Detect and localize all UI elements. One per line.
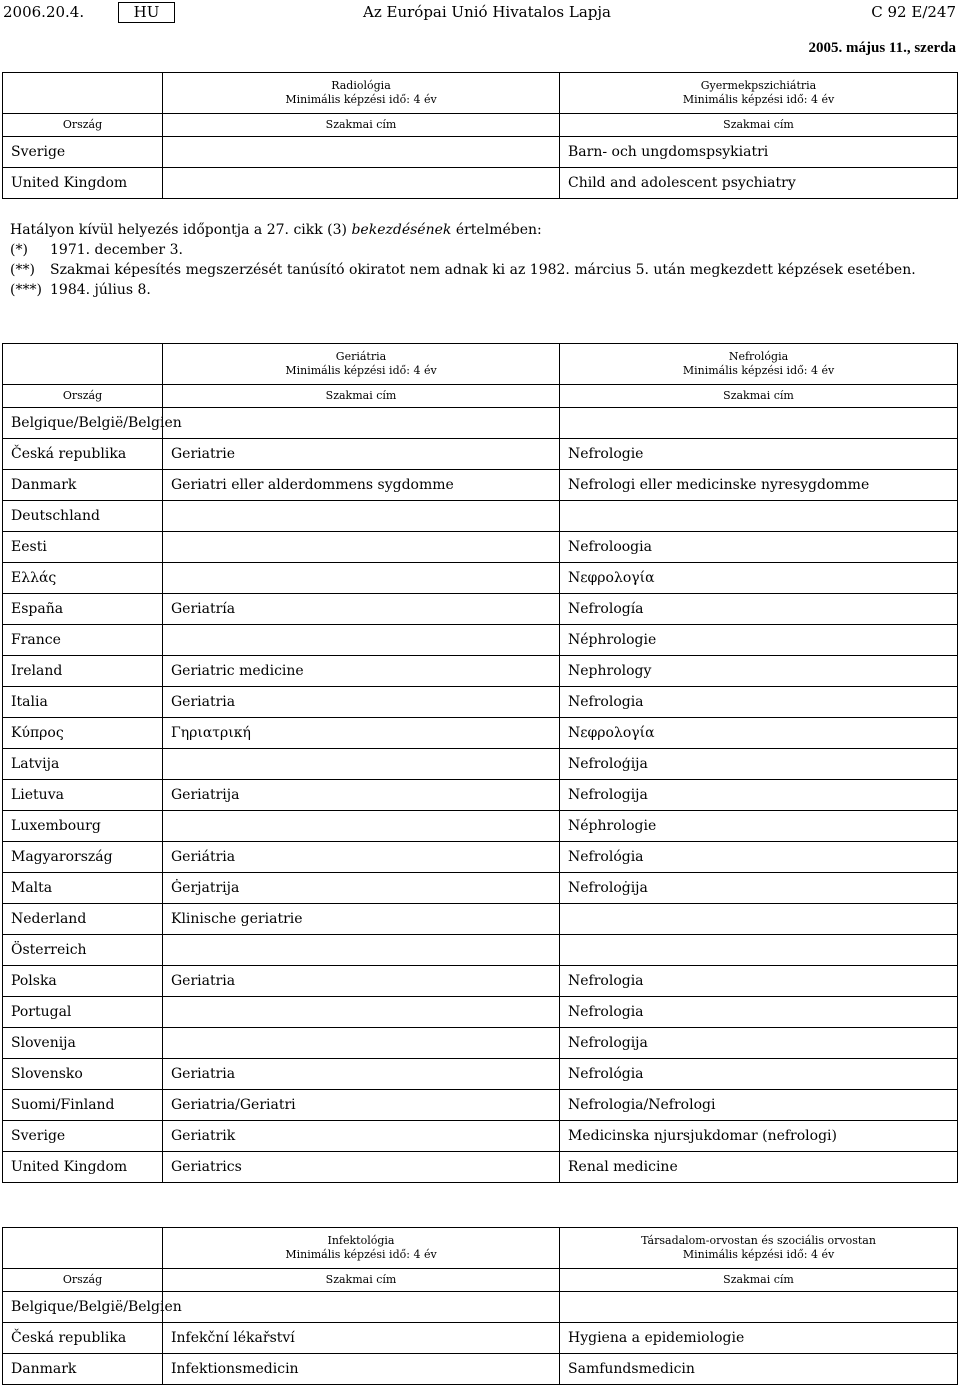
title-cell-2: Nefroloogia — [560, 532, 958, 563]
title-cell-2: Nefroloġija — [560, 873, 958, 904]
table-row — [3, 439, 958, 470]
empty-header-cell — [3, 1228, 163, 1269]
country-cell: Suomi/Finland — [3, 1090, 163, 1121]
table-row — [3, 408, 958, 439]
table-row — [3, 935, 958, 966]
title-cell-1: Geriatrija — [163, 780, 560, 811]
table-row — [3, 168, 958, 199]
country-cell: Österreich — [3, 935, 163, 966]
title-cell-2: Νεφρολογία — [560, 718, 958, 749]
title-cell-2: Nefrologia — [560, 687, 958, 718]
title-cell-1: Geriatrics — [163, 1152, 560, 1183]
title-cell-1 — [163, 935, 560, 966]
title-cell-2: Renal medicine — [560, 1152, 958, 1183]
country-cell: Danmark — [3, 470, 163, 501]
country-cell: España — [3, 594, 163, 625]
title-cell-1: Geriatria — [163, 966, 560, 997]
footnote: (***) 1984. július 8. — [10, 282, 151, 298]
title-cell-1 — [163, 625, 560, 656]
title-cell-2: Nephrology — [560, 656, 958, 687]
title-cell-2: Néphrologie — [560, 811, 958, 842]
specialty-name: Radiológia — [331, 79, 391, 92]
title-cell-1 — [163, 1028, 560, 1059]
title-cell-2: Nefrológia — [560, 842, 958, 873]
table-row — [3, 1152, 958, 1183]
title-cell-2 — [560, 501, 958, 532]
title-cell-2 — [560, 904, 958, 935]
country-cell: Magyarország — [3, 842, 163, 873]
specialty-name: Nefrológia — [728, 350, 789, 363]
country-cell: Malta — [3, 873, 163, 904]
specialty-header-1 — [163, 344, 560, 385]
specialty-duration: Minimális képzési idő: 4 év — [682, 1248, 835, 1261]
language-badge: HU — [118, 2, 175, 23]
title-cell-2: Nefroloģija — [560, 749, 958, 780]
specialty-duration: Minimális képzési idő: 4 év — [682, 93, 835, 106]
title-cell-2: Child and adolescent psychiatry — [560, 168, 958, 199]
title-cell-1: Geriátria — [163, 842, 560, 873]
table-row — [3, 594, 958, 625]
table-row — [3, 1090, 958, 1121]
title-cell-2 — [560, 1292, 958, 1323]
specialty-table-2 — [2, 343, 958, 1183]
title-cell-2: Barn- och ungdomspsykiatri — [560, 137, 958, 168]
table-row — [3, 1059, 958, 1090]
country-cell: Belgique/België/Belgien — [3, 408, 163, 439]
title-cell-1 — [163, 168, 560, 199]
specialty-table-3 — [2, 1227, 958, 1385]
title-cell-1 — [163, 997, 560, 1028]
country-cell: Ireland — [3, 656, 163, 687]
title-cell-2: Nefrologi eller medicinske nyresygdomme — [560, 470, 958, 501]
country-cell: Italia — [3, 687, 163, 718]
country-cell: Polska — [3, 966, 163, 997]
country-cell: Ελλάς — [3, 563, 163, 594]
table-row — [3, 656, 958, 687]
table-row — [3, 687, 958, 718]
specialty-header-2 — [560, 344, 958, 385]
title-cell-1: Infektionsmedicin — [163, 1354, 560, 1385]
table-row — [3, 718, 958, 749]
country-cell: Sverige — [3, 137, 163, 168]
country-cell: United Kingdom — [3, 1152, 163, 1183]
country-cell: Belgique/België/Belgien — [3, 1292, 163, 1323]
title-cell-2: Samfundsmedicin — [560, 1354, 958, 1385]
column-header-title: Szakmai cím — [560, 1269, 958, 1292]
country-cell: United Kingdom — [3, 168, 163, 199]
country-cell: France — [3, 625, 163, 656]
title-cell-1: Infekční lékařství — [163, 1323, 560, 1354]
country-cell: Slovensko — [3, 1059, 163, 1090]
footnote: (*) 1971. december 3. — [10, 242, 183, 258]
empty-header-cell — [3, 73, 163, 114]
table-row — [3, 137, 958, 168]
country-cell: Slovenija — [3, 1028, 163, 1059]
title-cell-1 — [163, 532, 560, 563]
issue-date: 2005. május 11., szerda — [808, 40, 956, 56]
column-header-country: Ország — [3, 1269, 163, 1292]
empty-header-cell — [3, 344, 163, 385]
title-cell-2: Nefrologie — [560, 439, 958, 470]
table-row — [3, 780, 958, 811]
country-cell: Portugal — [3, 997, 163, 1028]
header-date: 2006.20.4. — [3, 3, 85, 21]
title-cell-2: Medicinska njursjukdomar (nefrologi) — [560, 1121, 958, 1152]
column-header-title: Szakmai cím — [163, 114, 560, 137]
title-cell-2 — [560, 935, 958, 966]
table-row — [3, 966, 958, 997]
table-row — [3, 997, 958, 1028]
table-row — [3, 1292, 958, 1323]
table-row — [3, 1323, 958, 1354]
title-cell-1: Geriatria — [163, 687, 560, 718]
title-cell-1 — [163, 811, 560, 842]
table-row — [3, 532, 958, 563]
title-cell-1 — [163, 137, 560, 168]
title-cell-2: Nefrologia — [560, 997, 958, 1028]
title-cell-2 — [560, 408, 958, 439]
table-row — [3, 873, 958, 904]
title-cell-2: Nefrologija — [560, 1028, 958, 1059]
table-row — [3, 470, 958, 501]
title-cell-2: Nefrologia — [560, 966, 958, 997]
table-row — [3, 904, 958, 935]
column-header-country: Ország — [3, 385, 163, 408]
table-row — [3, 811, 958, 842]
footnote-intro: Hatályon kívül helyezés időpontja a 27. cikk (3) bekezdésének értelmében: — [10, 222, 542, 238]
column-header-title: Szakmai cím — [163, 385, 560, 408]
column-header-title: Szakmai cím — [560, 114, 958, 137]
title-cell-2: Hygiena a epidemiologie — [560, 1323, 958, 1354]
specialty-name: Gyermekpszichiátria — [700, 79, 817, 92]
page-header — [0, 0, 960, 26]
country-cell: Nederland — [3, 904, 163, 935]
specialty-header-2 — [560, 1228, 958, 1269]
table-row — [3, 563, 958, 594]
title-cell-2: Nefrologija — [560, 780, 958, 811]
footnotes — [10, 220, 916, 300]
title-cell-2: Nefrología — [560, 594, 958, 625]
table-row — [3, 842, 958, 873]
specialty-duration: Minimális képzési idő: 4 év — [285, 1248, 437, 1261]
title-cell-1: Klinische geriatrie — [163, 904, 560, 935]
page-reference: C 92 E/247 — [871, 3, 956, 21]
specialty-duration: Minimális képzési idő: 4 év — [285, 364, 437, 377]
specialty-header-1 — [163, 1228, 560, 1269]
specialty-table-1 — [2, 72, 958, 199]
title-cell-1: Geriatria/Geriatri — [163, 1090, 560, 1121]
title-cell-1 — [163, 749, 560, 780]
title-cell-1 — [163, 408, 560, 439]
table-row — [3, 1028, 958, 1059]
specialty-header-1 — [163, 73, 560, 114]
title-cell-1: Γηριατρική — [163, 718, 560, 749]
table-row — [3, 1121, 958, 1152]
table-row — [3, 1354, 958, 1385]
title-cell-1: Geriatria — [163, 1059, 560, 1090]
column-header-country: Ország — [3, 114, 163, 137]
country-cell: Danmark — [3, 1354, 163, 1385]
specialty-name: Infektológia — [327, 1234, 395, 1247]
column-header-title: Szakmai cím — [560, 385, 958, 408]
title-cell-1: Geriatric medicine — [163, 656, 560, 687]
country-cell: Sverige — [3, 1121, 163, 1152]
country-cell: Česká republika — [3, 1323, 163, 1354]
country-cell: Latvija — [3, 749, 163, 780]
specialty-name: Társadalom-orvostan és szociális orvostan — [641, 1234, 876, 1247]
title-cell-1 — [163, 563, 560, 594]
title-cell-1 — [163, 501, 560, 532]
country-cell: Lietuva — [3, 780, 163, 811]
table-row — [3, 749, 958, 780]
country-cell: Česká republika — [3, 439, 163, 470]
title-cell-1: Geriatri eller alderdommens sygdomme — [163, 470, 560, 501]
footnote: (**) Szakmai képesítés megszerzését tanúsító okiratot nem adnak ki az 1982. március 5. után megkezdett képzések esetében. — [10, 262, 916, 278]
title-cell-1: Geriatrik — [163, 1121, 560, 1152]
table-row — [3, 501, 958, 532]
title-cell-2: Nefrologia/Nefrologi — [560, 1090, 958, 1121]
title-cell-2: Néphrologie — [560, 625, 958, 656]
country-cell: Deutschland — [3, 501, 163, 532]
country-cell: Κύπρος — [3, 718, 163, 749]
specialty-duration: Minimális képzési idő: 4 év — [285, 93, 437, 106]
specialty-duration: Minimális képzési idő: 4 év — [682, 364, 835, 377]
specialty-name: Geriátria — [335, 350, 387, 363]
title-cell-1: Ġerjatrija — [163, 873, 560, 904]
specialty-header-2 — [560, 73, 958, 114]
title-cell-1: Geriatrie — [163, 439, 560, 470]
table-row — [3, 625, 958, 656]
title-cell-2: Nefrológia — [560, 1059, 958, 1090]
country-cell: Eesti — [3, 532, 163, 563]
country-cell: Luxembourg — [3, 811, 163, 842]
title-cell-2: Νεφρολογία — [560, 563, 958, 594]
title-cell-1: Geriatría — [163, 594, 560, 625]
title-cell-1 — [163, 1292, 560, 1323]
journal-title: Az Európai Unió Hivatalos Lapja — [363, 3, 611, 21]
column-header-title: Szakmai cím — [163, 1269, 560, 1292]
